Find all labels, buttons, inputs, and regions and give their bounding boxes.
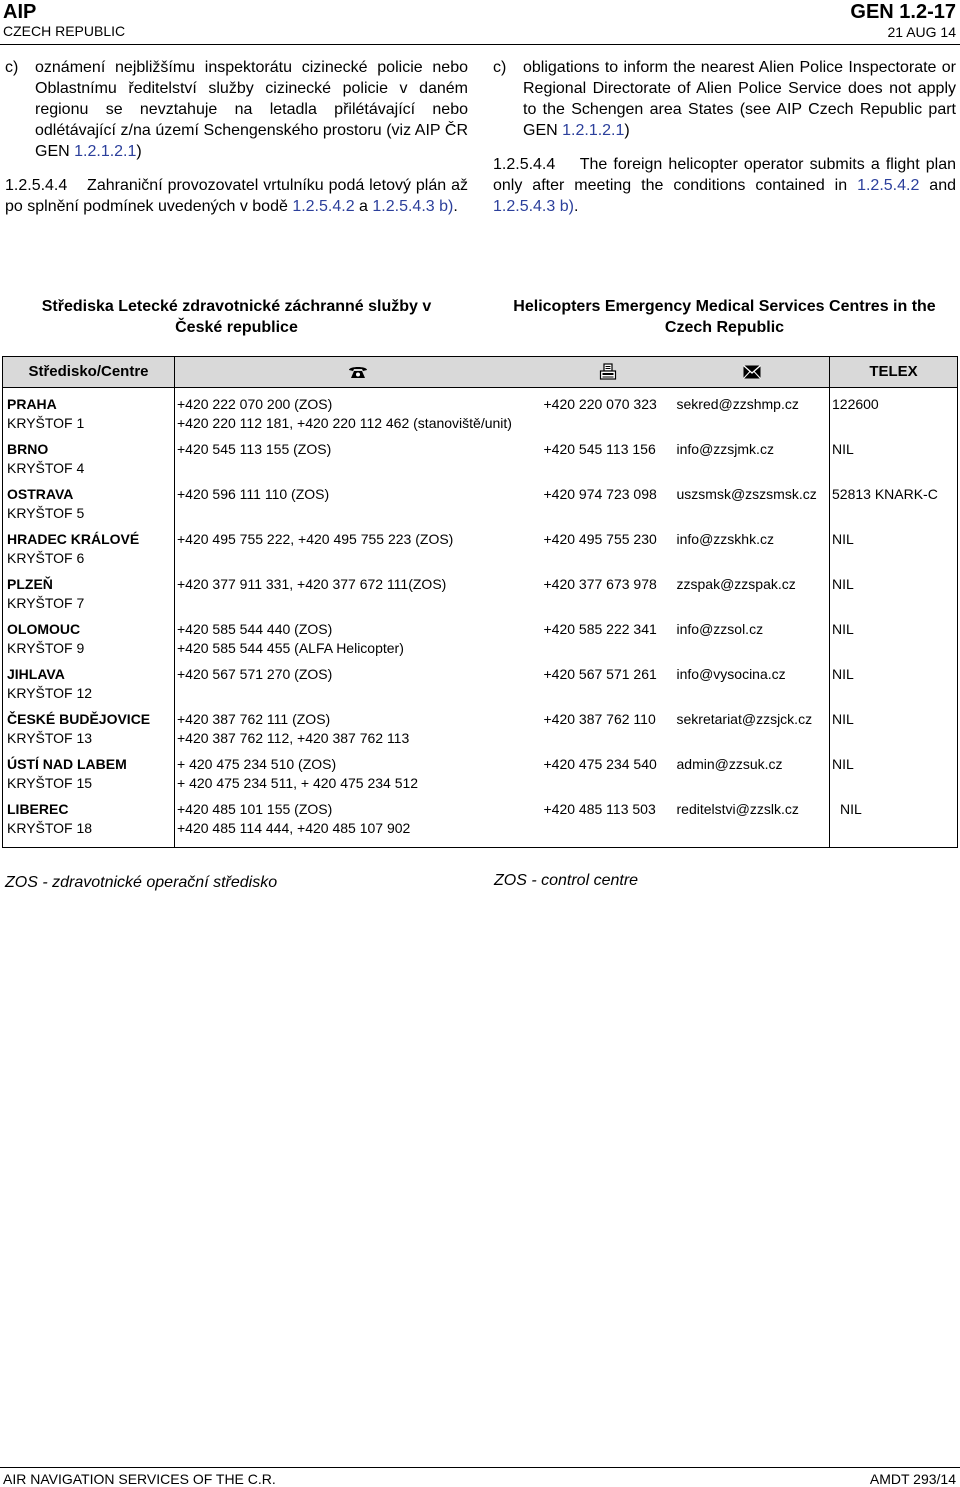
header-telex: TELEX [830,357,958,388]
centre-cell [3,800,175,848]
centre-name: ÚSTÍ NAD LABEM [7,756,127,772]
right-item-c [493,57,956,141]
left-column [5,57,468,217]
left-para-reference-2[interactable]: 1.2.5.4.3 b) [372,198,454,215]
telex-cell: NIL [830,440,958,485]
left-item-label: c) [5,59,19,76]
email-icon [743,363,761,380]
email-cell[interactable]: admin@zzsuk.cz [676,756,783,772]
email-cell[interactable]: info@zzsjmk.cz [676,441,774,457]
table-row [3,530,958,575]
centre-name: OLOMOUC [7,621,81,637]
header-fax [542,357,675,388]
centre-cell [3,755,175,800]
centre-callsign: KRYŠTOF 18 [7,819,93,836]
left-item-reference-link[interactable]: 1.2.1.2.1 [74,143,137,160]
phone-cell: +420 495 755 222, +420 495 755 223 (ZOS) [177,531,454,547]
phone-cell: +420 377 911 331, +420 377 672 111(ZOS) [177,576,447,592]
centre-name: PLZEŇ [7,576,53,592]
centre-callsign: KRYŠTOF 12 [7,684,93,701]
phone-cell: +420 596 111 110 (ZOS) [177,486,330,502]
caption-english: Helicopters Emergency Medical Services Centres in the Czech Republic [513,298,936,336]
centre-callsign: KRYŠTOF 1 [7,414,85,431]
table-row [3,575,958,620]
right-para-reference-1[interactable]: 1.2.5.4.2 [857,177,920,194]
centre-cell [3,620,175,665]
telex-cell: 122600 [830,388,958,441]
centre-name: BRNO [7,441,49,457]
centre-name: HRADEC KRÁLOVÉ [7,531,140,547]
centre-callsign: KRYŠTOF 15 [7,774,93,791]
centre-callsign: KRYŠTOF 7 [7,594,85,611]
right-para-number: 1.2.5.4.4 [493,156,556,173]
note-zos-czech: ZOS - zdravotnické operační středisko [5,874,278,891]
left-para-number: 1.2.5.4.4 [5,177,68,194]
table-row [3,440,958,485]
table-row [3,388,958,441]
header-country: CZECH REPUBLIC [3,23,126,39]
centre-cell [3,575,175,620]
fax-cell: +420 567 571 261 [543,666,657,682]
email-cell[interactable]: sekred@zzshmp.cz [676,396,799,412]
centre-name: LIBEREC [7,801,69,817]
header-date: 21 AUG 14 [887,24,956,40]
telex-cell: NIL [830,755,958,800]
telex-cell: 52813 KNARK-C [830,485,958,530]
right-column [493,57,956,217]
phone-cell: +420 567 571 270 (ZOS) [177,666,333,682]
phone-cell: + 420 475 234 510 (ZOS) + 420 475 234 511, + 420 475 234 512 [177,756,419,791]
caption-czech: Střediska Letecké zdravotnické záchranné služby v České republice [41,298,432,336]
centre-name: JIHLAVA [7,666,65,682]
email-cell[interactable]: sekretariat@zzsjck.cz [676,711,813,727]
left-paragraph-1-2-5-4-4: 1.2.5.4.4 Zahraniční provozovatel vrtulníku podá letový plán až po splnění podmínek uvedených v bodě 1.2.5.4.2 a 1.2.5.4.3 b). [5,177,469,215]
centre-cell [3,665,175,710]
header-centre: Středisko/Centre [3,357,175,388]
table-row [3,800,958,848]
right-item-reference-link[interactable]: 1.2.1.2.1 [562,122,625,139]
email-cell[interactable]: info@vysocina.cz [676,666,786,682]
fax-cell: +420 485 113 503 [542,800,675,848]
header-email [675,357,830,388]
email-cell[interactable]: zzspak@zzspak.cz [676,576,796,592]
footer-publisher: AIR NAVIGATION SERVICES OF THE C.R. [3,1471,276,1487]
fax-cell: +420 495 755 230 [543,531,657,547]
centre-cell [3,530,175,575]
fax-cell: +420 475 234 540 [543,756,657,772]
fax-cell: +420 220 070 323 [543,396,657,412]
fax-cell: +420 974 723 098 [543,486,657,502]
header-page-number: GEN 1.2-17 [850,1,956,23]
telex-cell: NIL [830,530,958,575]
hems-centres-table [2,356,958,848]
header-rule [0,44,960,45]
centre-callsign: KRYŠTOF 13 [7,729,93,746]
centre-cell [3,485,175,530]
telex-cell: NIL [830,665,958,710]
left-item-text: oznámení nejbližšímu inspektorátu cizinecké policie nebo Oblastnímu ředitelství služby cizinecké policie v daném regionu se nevztahuje na letadla přilétávající nebo odlétávající z/na území Schengenského prostoru (viz AIP ČR GEN 1.2.1.2.1) [35,59,468,160]
centre-cell [3,710,175,755]
email-cell[interactable]: reditelstvi@zzslk.cz [675,800,830,848]
table-row [3,665,958,710]
telex-cell: NIL [830,800,958,848]
left-para-reference-1[interactable]: 1.2.5.4.2 [292,198,355,215]
phone-cell: +420 485 101 155 (ZOS) +420 485 114 444, +420 485 107 902 [175,800,542,848]
table-row [3,620,958,665]
email-cell[interactable]: uszsmsk@zszsmsk.cz [676,486,817,502]
header-phone [175,357,542,388]
phone-cell: +420 545 113 155 (ZOS) [177,441,332,457]
centre-callsign: KRYŠTOF 4 [7,459,85,476]
telephone-icon [348,363,368,380]
centre-callsign: KRYŠTOF 6 [7,549,85,566]
fax-cell: +420 585 222 341 [543,621,657,637]
right-para-reference-2[interactable]: 1.2.5.4.3 b) [493,198,574,215]
footer-amendment: AMDT 293/14 [869,1471,956,1487]
centre-callsign: KRYŠTOF 5 [7,504,85,521]
footer-rule [0,1467,960,1468]
centre-callsign: KRYŠTOF 9 [7,639,85,656]
fax-icon [599,363,617,380]
note-zos-english: ZOS - control centre [494,872,639,889]
centre-cell [3,388,175,441]
phone-cell: +420 387 762 111 (ZOS) +420 387 762 112, +420 387 762 113 [177,711,410,746]
table-row [3,485,958,530]
email-cell[interactable]: info@zzsol.cz [676,621,764,637]
phone-cell: +420 585 544 440 (ZOS) +420 585 544 455 (ALFA Helicopter) [177,621,404,656]
centre-cell [3,440,175,485]
table-header-row [3,357,958,388]
email-cell[interactable]: info@zzskhk.cz [676,531,774,547]
telex-cell: NIL [830,575,958,620]
centre-name: PRAHA [7,396,57,412]
fax-cell: +420 387 762 110 [543,711,656,727]
phone-cell: +420 222 070 200 (ZOS) +420 220 112 181, +420 220 112 462 (stanoviště/unit) [177,396,512,431]
fax-cell: +420 377 673 978 [543,576,657,592]
table-row [3,755,958,800]
right-item-label: c) [493,59,507,76]
telex-cell: NIL [830,620,958,665]
centre-name: OSTRAVA [7,486,74,502]
right-paragraph-1-2-5-4-4: 1.2.5.4.4 The foreign helicopter operator submits a flight plan only after meeting the conditions contained in 1.2.5.4.2 and 1.2.5.4.3 b). [493,156,957,215]
telex-cell: NIL [830,710,958,755]
left-item-c [5,57,468,162]
header-aip-title: AIP [3,1,37,23]
fax-cell: +420 545 113 156 [543,441,656,457]
right-item-text: obligations to inform the nearest Alien Police Inspectorate or Regional Directorate of Alien Police Service does not apply to the Schengen area States (see AIP Czech Republic part GEN 1.2.1.2.1) [523,59,956,139]
table-row [3,710,958,755]
centre-name: ČESKÉ BUDĚJOVICE [7,711,151,727]
